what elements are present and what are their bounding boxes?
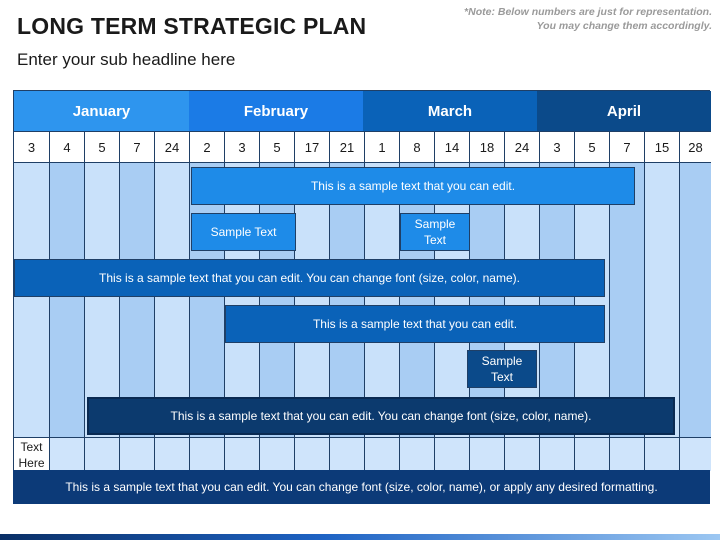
timeline-column	[50, 163, 85, 437]
day-cell: 7	[120, 131, 155, 163]
footer-cell	[645, 437, 680, 471]
note	[464, 5, 712, 33]
month-january: January	[14, 91, 189, 131]
page-subtitle: Enter your sub headline here	[17, 50, 236, 69]
page-title: LONG TERM STRATEGIC PLAN	[17, 13, 367, 39]
footer-cell	[680, 437, 711, 471]
day-cell: 18	[470, 131, 505, 163]
day-cell: 5	[260, 131, 295, 163]
task-bar[interactable]: Sample Text	[467, 350, 537, 388]
bottom-stripe	[0, 534, 720, 540]
day-cell: 21	[330, 131, 365, 163]
day-cell: 3	[14, 131, 50, 163]
day-cell: 3	[225, 131, 260, 163]
day-cell: 28	[680, 131, 711, 163]
footer-cell	[505, 437, 540, 471]
day-cell: 15	[645, 131, 680, 163]
timeline-column	[120, 163, 155, 437]
day-cell: 8	[400, 131, 435, 163]
day-cell: 4	[50, 131, 85, 163]
day-cell: 1	[365, 131, 400, 163]
task-bar[interactable]: This is a sample text that you can edit. You can change font (size, color, name).	[87, 397, 675, 435]
day-cell: 14	[435, 131, 470, 163]
footer-cell	[85, 437, 120, 471]
day-cell: 5	[85, 131, 120, 163]
task-bar[interactable]: This is a sample text that you can edit. You can change font (size, color, name).	[14, 259, 605, 297]
task-bar[interactable]: This is a sample text that you can edit.	[225, 305, 605, 343]
footer-cell	[120, 437, 155, 471]
task-bar[interactable]: This is a sample text that you can edit.	[191, 167, 635, 205]
note-line-2: You may change them accordingly.	[536, 20, 712, 32]
footer-cell	[435, 437, 470, 471]
day-cell: 17	[295, 131, 330, 163]
footer-cell	[540, 437, 575, 471]
month-april: April	[537, 91, 711, 131]
footer-cell	[190, 437, 225, 471]
month-march: March	[363, 91, 537, 131]
day-cell: 24	[155, 131, 190, 163]
footer-cell	[470, 437, 505, 471]
day-cell: 24	[505, 131, 540, 163]
timeline-column	[14, 163, 50, 437]
footer-cell	[155, 437, 190, 471]
footer-cell	[330, 437, 365, 471]
timeline-grid	[13, 90, 710, 470]
day-cell: 3	[540, 131, 575, 163]
footer-cell	[260, 437, 295, 471]
footer-cell	[365, 437, 400, 471]
footer-banner: This is a sample text that you can edit. You can change font (size, color, name), or apply any desired formatting.	[13, 470, 710, 504]
timeline-column	[645, 163, 680, 437]
footer-cell	[225, 437, 260, 471]
note-line-1: *Note: Below numbers are just for representation.	[464, 6, 712, 18]
task-bar[interactable]: Sample Text	[400, 213, 470, 251]
row-label: Text Here	[14, 437, 50, 471]
footer-cell	[575, 437, 610, 471]
timeline-column	[85, 163, 120, 437]
footer-cell	[50, 437, 85, 471]
month-february: February	[189, 91, 363, 131]
footer-cell	[610, 437, 645, 471]
day-cell: 7	[610, 131, 645, 163]
footer-cell	[400, 437, 435, 471]
timeline-column	[680, 163, 711, 437]
day-cell: 2	[190, 131, 225, 163]
timeline-column	[155, 163, 190, 437]
day-cell: 5	[575, 131, 610, 163]
task-bar[interactable]: Sample Text	[191, 213, 296, 251]
footer-cell	[295, 437, 330, 471]
